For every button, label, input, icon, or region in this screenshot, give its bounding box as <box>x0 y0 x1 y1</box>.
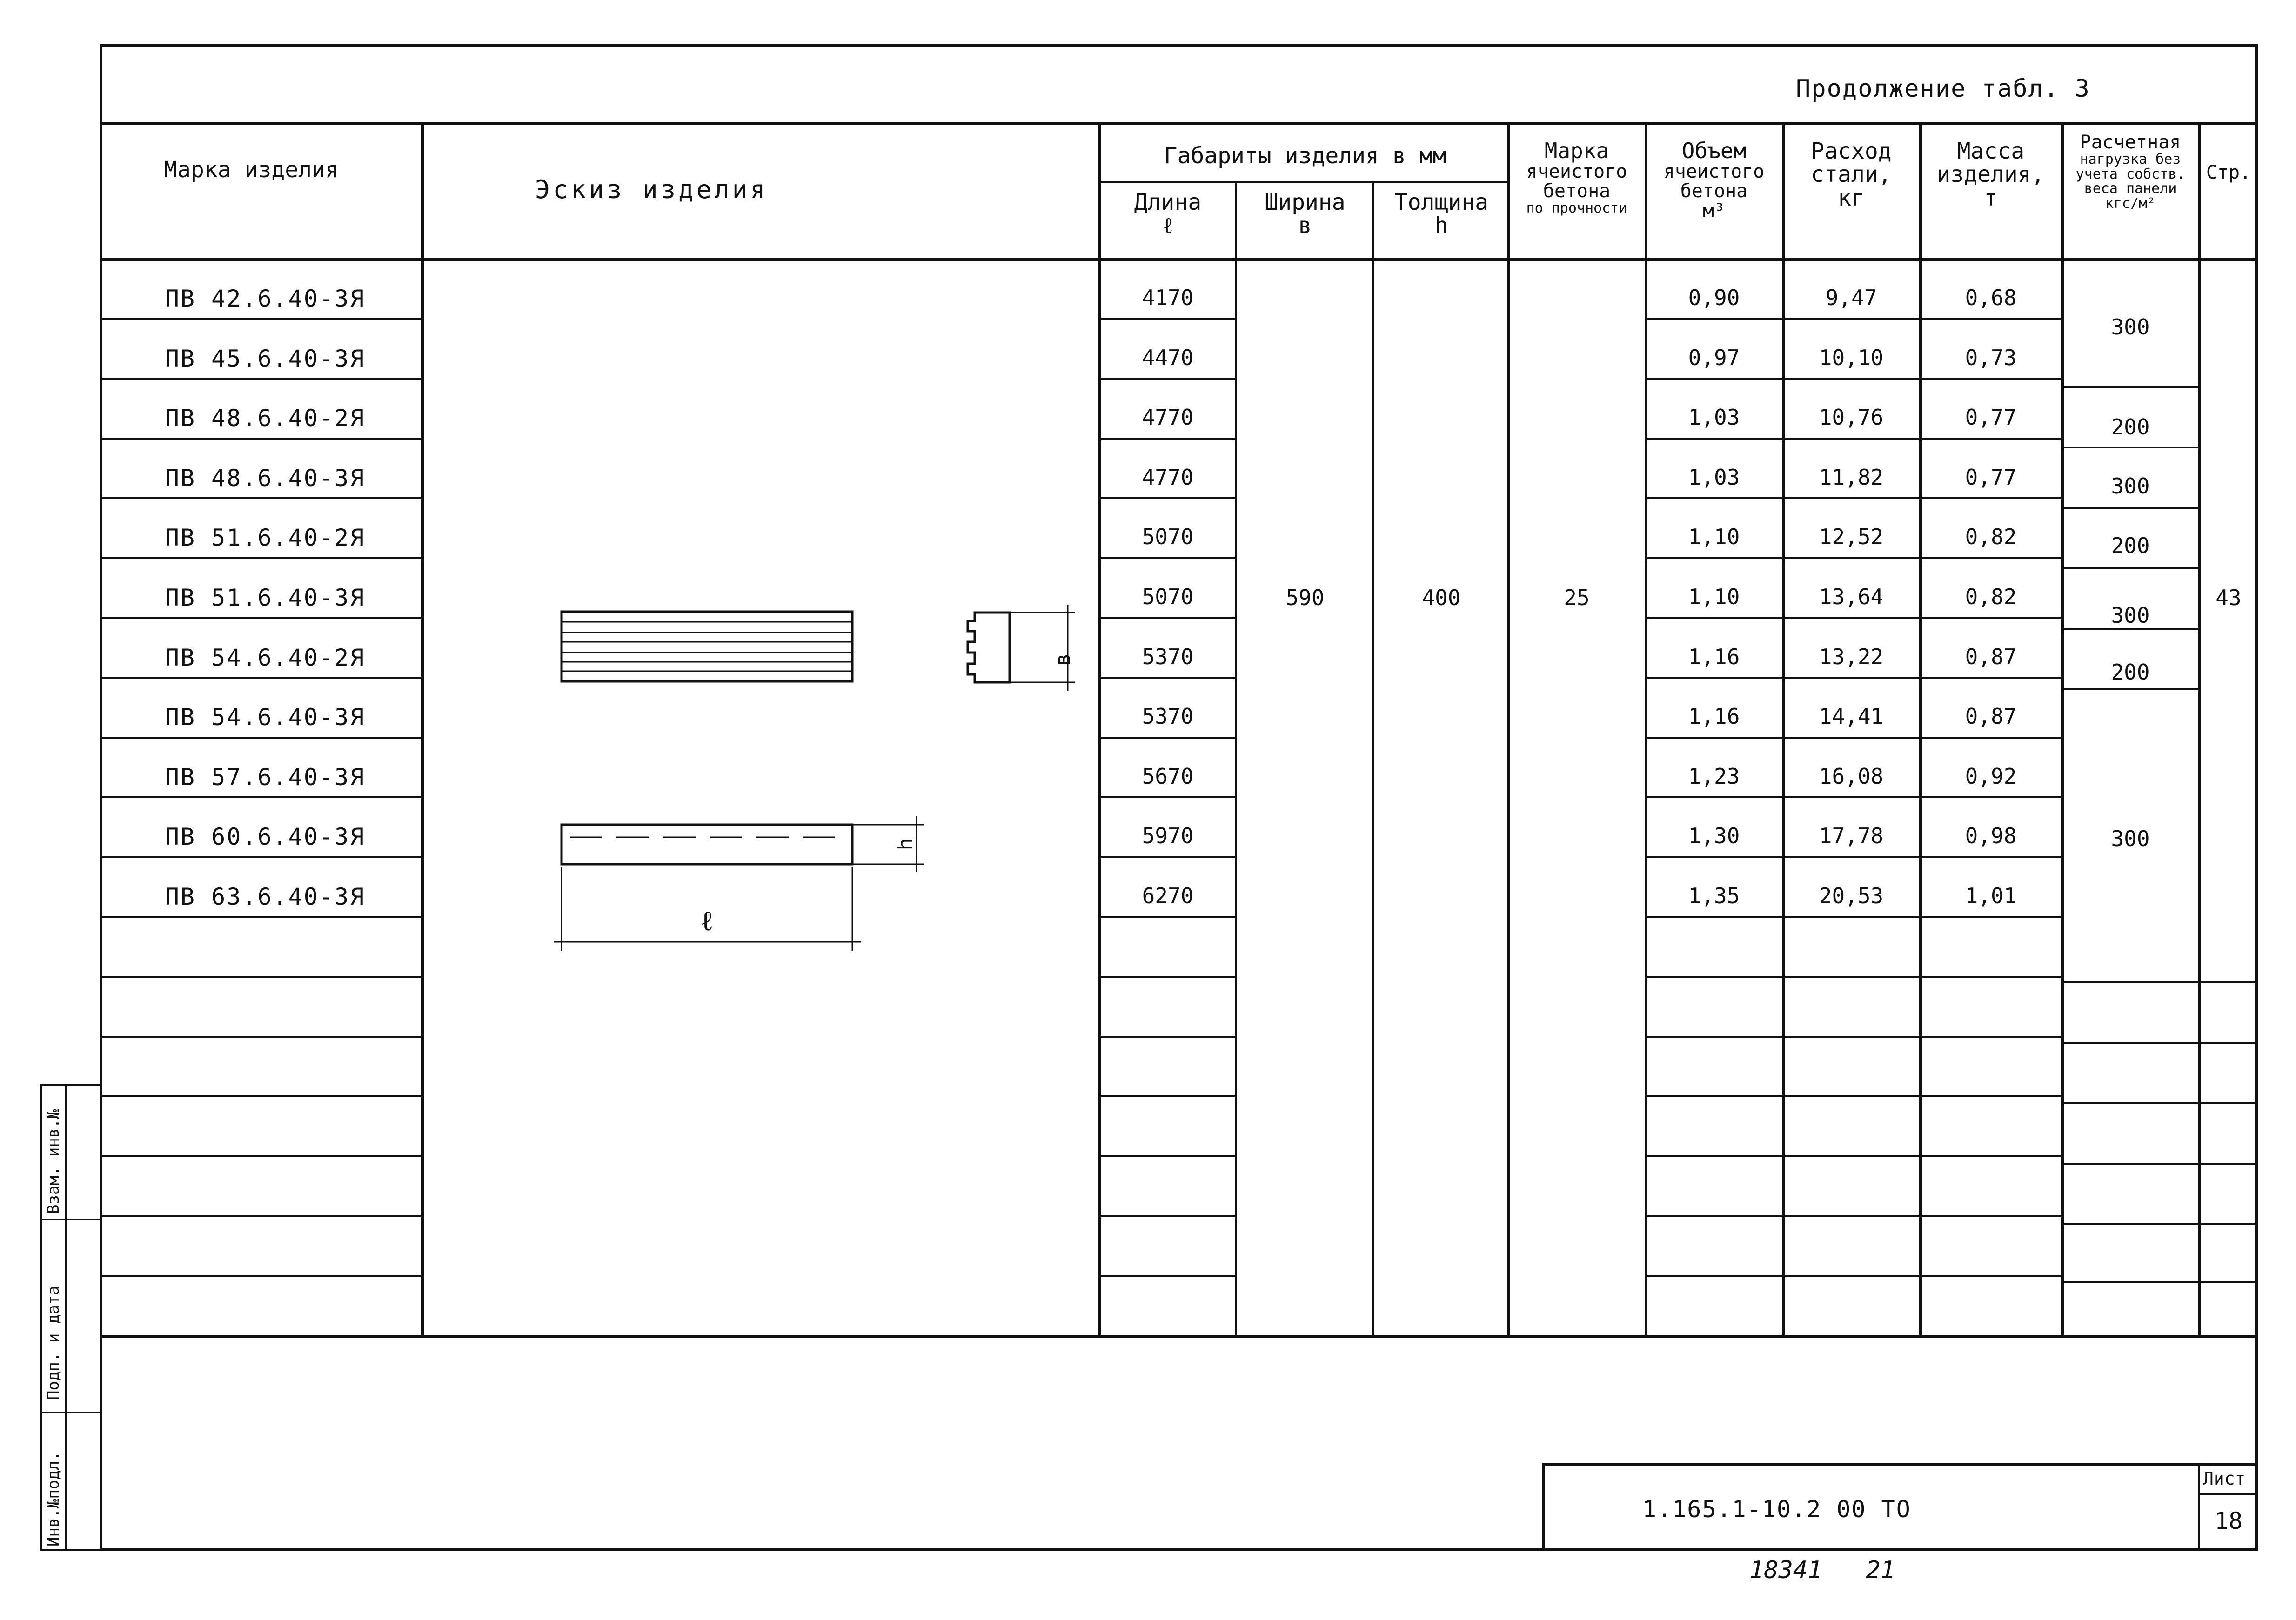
row-line <box>1098 1215 1235 1217</box>
row-volume: 1,16 <box>1688 644 1740 669</box>
row-line <box>1098 557 1235 559</box>
row-line <box>100 677 421 679</box>
load-value: 300 <box>2111 603 2150 628</box>
load-divider <box>2061 688 2198 690</box>
row-line <box>2198 1102 2258 1104</box>
row-length: 5370 <box>1142 704 1194 729</box>
row-line <box>100 318 421 320</box>
sheet-number: 18 <box>2215 1507 2243 1534</box>
row-line <box>1919 677 2061 679</box>
row-mass: 0,92 <box>1965 764 2017 789</box>
row-line <box>1098 1155 1235 1157</box>
load-divider <box>2061 507 2198 509</box>
row-mark: ПВ 63.6.40-3Я <box>165 883 366 910</box>
sketch-tongue-groove-profile <box>968 613 1010 682</box>
col-line <box>2198 122 2201 1336</box>
row-line <box>1098 796 1235 798</box>
row-line <box>2198 1281 2258 1283</box>
row-steel: 10,76 <box>1819 405 1884 430</box>
row-line <box>1645 318 1782 320</box>
row-line <box>1782 1275 1919 1277</box>
row-line <box>1782 617 1919 619</box>
row-line <box>1098 677 1235 679</box>
row-line <box>100 557 421 559</box>
header-dims: Габариты изделия в мм <box>1164 143 1446 169</box>
row-steel: 17,78 <box>1819 823 1884 848</box>
row-line <box>1919 557 2061 559</box>
row-line <box>1645 737 1782 739</box>
row-line <box>1919 976 2061 978</box>
row-line <box>1782 856 1919 858</box>
row-line <box>1645 438 1782 440</box>
row-volume: 0,90 <box>1688 285 1740 310</box>
row-line <box>1782 497 1919 499</box>
row-line <box>100 617 421 619</box>
row-volume: 1,30 <box>1688 823 1740 848</box>
stamp-replace-inv: Взам. инв.№ <box>44 1109 63 1214</box>
row-line <box>1919 438 2061 440</box>
row-line <box>1645 796 1782 798</box>
header-volume: Объем ячеистого бетона м³ <box>1663 138 1765 222</box>
row-mass: 0,68 <box>1965 285 2017 310</box>
row-line <box>1782 796 1919 798</box>
row-length: 4770 <box>1142 405 1194 430</box>
row-line <box>1919 1095 2061 1097</box>
shared-page: 43 <box>2216 585 2242 610</box>
row-line <box>1782 557 1919 559</box>
row-mass: 0,77 <box>1965 405 2017 430</box>
row-length: 4770 <box>1142 465 1194 490</box>
row-line <box>2061 1281 2198 1283</box>
row-steel: 11,82 <box>1819 465 1884 490</box>
row-line <box>1919 318 2061 320</box>
row-line <box>1919 796 2061 798</box>
sketch-label-b: в <box>1050 653 1075 666</box>
row-volume: 1,03 <box>1688 465 1740 490</box>
row-steel: 9,47 <box>1825 285 1877 310</box>
col-line <box>1372 181 1374 1336</box>
row-steel: 16,08 <box>1819 764 1884 789</box>
row-mark: ПВ 57.6.40-3Я <box>165 764 366 791</box>
load-value: 300 <box>2111 314 2150 340</box>
load-value: 300 <box>2111 826 2150 851</box>
row-line <box>100 438 421 440</box>
header-grade: Марка ячеистого бетона по прочности <box>1526 138 1627 217</box>
load-divider <box>2061 447 2198 448</box>
row-line <box>100 1215 421 1217</box>
col-line <box>1098 122 1101 1336</box>
row-steel: 12,52 <box>1819 524 1884 549</box>
header-width: Ширина в <box>1265 189 1345 239</box>
row-line <box>1782 1095 1919 1097</box>
row-mass: 0,73 <box>1965 345 2017 370</box>
row-line <box>1645 617 1782 619</box>
row-mark: ПВ 54.6.40-3Я <box>165 704 366 731</box>
row-line <box>100 1155 421 1157</box>
row-line <box>100 856 421 858</box>
row-line <box>1782 1155 1919 1157</box>
row-volume: 0,97 <box>1688 345 1740 370</box>
row-line <box>1645 378 1782 380</box>
shared-width: 590 <box>1285 585 1325 610</box>
row-line <box>100 916 421 918</box>
row-line <box>1645 557 1782 559</box>
row-steel: 10,10 <box>1819 345 1884 370</box>
row-mass: 0,82 <box>1965 584 2017 609</box>
product-sketch <box>421 258 1098 1335</box>
row-line <box>2061 1163 2198 1165</box>
row-line <box>1782 677 1919 679</box>
row-line <box>100 737 421 739</box>
header-length: Длина ℓ <box>1134 189 1202 239</box>
row-steel: 14,41 <box>1819 704 1884 729</box>
row-length: 6270 <box>1142 883 1194 908</box>
row-line <box>1919 856 2061 858</box>
sketch-label-l: ℓ <box>700 905 714 937</box>
load-value: 200 <box>2111 660 2150 685</box>
row-line <box>1098 378 1235 380</box>
row-line <box>2198 1223 2258 1225</box>
row-mark: ПВ 48.6.40-3Я <box>165 465 366 492</box>
row-line <box>1919 617 2061 619</box>
row-line <box>1919 1036 2061 1038</box>
footer-note: 18341 21 <box>1749 1556 1895 1584</box>
row-line <box>100 1036 421 1038</box>
load-divider <box>2061 567 2198 569</box>
load-divider <box>2061 386 2198 388</box>
sketch-side-view <box>562 825 852 864</box>
row-length: 5970 <box>1142 823 1194 848</box>
row-line <box>2198 1163 2258 1165</box>
row-line <box>1645 1095 1782 1097</box>
row-mark: ПВ 42.6.40-3Я <box>165 285 366 312</box>
row-line <box>1782 438 1919 440</box>
row-line <box>1782 737 1919 739</box>
row-line <box>1098 976 1235 978</box>
sketch-label-h: h <box>893 838 917 851</box>
row-length: 5670 <box>1142 764 1194 789</box>
row-line <box>100 1275 421 1277</box>
table-caption: Продолжение табл. 3 <box>1796 75 2090 103</box>
row-line <box>1782 976 1919 978</box>
row-volume: 1,10 <box>1688 524 1740 549</box>
row-mass: 0,77 <box>1965 465 2017 490</box>
row-volume: 1,10 <box>1688 584 1740 609</box>
header-page: Стр. <box>2206 162 2251 183</box>
row-line <box>1919 737 2061 739</box>
load-divider <box>2061 628 2198 630</box>
row-mark: ПВ 51.6.40-2Я <box>165 524 366 551</box>
row-mass: 0,98 <box>1965 823 2017 848</box>
row-line <box>1645 677 1782 679</box>
row-line <box>1919 916 2061 918</box>
row-line <box>1782 1215 1919 1217</box>
row-length: 4170 <box>1142 285 1194 310</box>
shared-thickness: 400 <box>1422 585 1461 610</box>
header-load: Расчетная нагрузка без учета собств. веса панели кгс/м² <box>2075 132 2185 212</box>
row-line <box>1645 916 1782 918</box>
row-mass: 0,87 <box>1965 704 2017 729</box>
row-line <box>2198 1042 2258 1044</box>
row-line <box>1098 318 1235 320</box>
row-line <box>1645 856 1782 858</box>
row-steel: 13,22 <box>1819 644 1884 669</box>
header-steel: Расход стали, кг <box>1811 138 1892 211</box>
row-line <box>1919 1215 2061 1217</box>
row-line <box>2061 1102 2198 1104</box>
row-length: 5370 <box>1142 644 1194 669</box>
row-mark: ПВ 45.6.40-3Я <box>165 345 366 372</box>
row-line <box>2061 1223 2198 1225</box>
dims-subheader-line <box>1098 181 1507 183</box>
row-mark: ПВ 51.6.40-3Я <box>165 584 366 611</box>
row-mass: 0,87 <box>1965 644 2017 669</box>
row-line <box>1645 497 1782 499</box>
row-line <box>100 497 421 499</box>
header-mass: Масса изделия, т <box>1937 138 2045 211</box>
col-line <box>1235 181 1237 1336</box>
row-line <box>1098 856 1235 858</box>
row-line <box>1098 617 1235 619</box>
row-line <box>1782 916 1919 918</box>
row-line <box>1782 378 1919 380</box>
row-length: 5070 <box>1142 584 1194 609</box>
row-line <box>100 976 421 978</box>
stamp-sign-date: Подп. и дата <box>44 1286 63 1400</box>
row-line <box>1782 1036 1919 1038</box>
title-block-sheet-line <box>2198 1493 2258 1495</box>
row-line <box>2198 981 2258 983</box>
row-line <box>2061 1042 2198 1044</box>
row-steel: 20,53 <box>1819 883 1884 908</box>
row-line <box>1098 916 1235 918</box>
row-mark: ПВ 48.6.40-2Я <box>165 405 366 432</box>
row-line <box>1645 1215 1782 1217</box>
row-line <box>2061 981 2198 983</box>
row-volume: 1,35 <box>1688 883 1740 908</box>
col-line <box>2061 122 2064 1336</box>
row-mass: 0,82 <box>1965 524 2017 549</box>
row-line <box>1098 737 1235 739</box>
row-line <box>100 1095 421 1097</box>
header-thickness: Толщина h <box>1394 189 1489 239</box>
row-steel: 13,64 <box>1819 584 1884 609</box>
side-stamp-sep <box>40 1412 102 1413</box>
row-line <box>1645 1275 1782 1277</box>
row-length: 4470 <box>1142 345 1194 370</box>
header-mark: Марка изделия <box>164 157 339 183</box>
row-line <box>1645 1155 1782 1157</box>
title-block-divider <box>2198 1463 2200 1551</box>
col-line <box>1507 122 1510 1336</box>
row-line <box>1645 976 1782 978</box>
side-stamp-divider <box>65 1084 67 1551</box>
row-line <box>1098 1095 1235 1097</box>
row-mark: ПВ 60.6.40-3Я <box>165 823 366 850</box>
row-line <box>1098 1275 1235 1277</box>
shared-grade: 25 <box>1564 585 1590 610</box>
row-line <box>1919 497 2061 499</box>
row-line <box>1098 497 1235 499</box>
row-mass: 1,01 <box>1965 883 2017 908</box>
row-length: 5070 <box>1142 524 1194 549</box>
row-line <box>1919 1155 2061 1157</box>
row-line <box>1098 1036 1235 1038</box>
row-line <box>1782 318 1919 320</box>
row-volume: 1,03 <box>1688 405 1740 430</box>
header-sketch: Эскиз изделия <box>535 175 768 204</box>
doc-code: 1.165.1-10.2 00 ТО <box>1642 1496 1911 1523</box>
sheet-label: Лист <box>2203 1468 2246 1489</box>
row-line <box>100 796 421 798</box>
row-line <box>1098 438 1235 440</box>
row-line <box>1919 1275 2061 1277</box>
row-volume: 1,23 <box>1688 764 1740 789</box>
row-mark: ПВ 54.6.40-2Я <box>165 644 366 671</box>
row-line <box>1919 378 2061 380</box>
load-value: 200 <box>2111 414 2150 440</box>
load-value: 200 <box>2111 533 2150 558</box>
row-line <box>100 378 421 380</box>
row-line <box>1645 1036 1782 1038</box>
side-stamp-sep <box>40 1219 102 1220</box>
load-value: 300 <box>2111 473 2150 499</box>
row-volume: 1,16 <box>1688 704 1740 729</box>
stamp-inv-orig: Инв.№подл. <box>44 1451 63 1547</box>
